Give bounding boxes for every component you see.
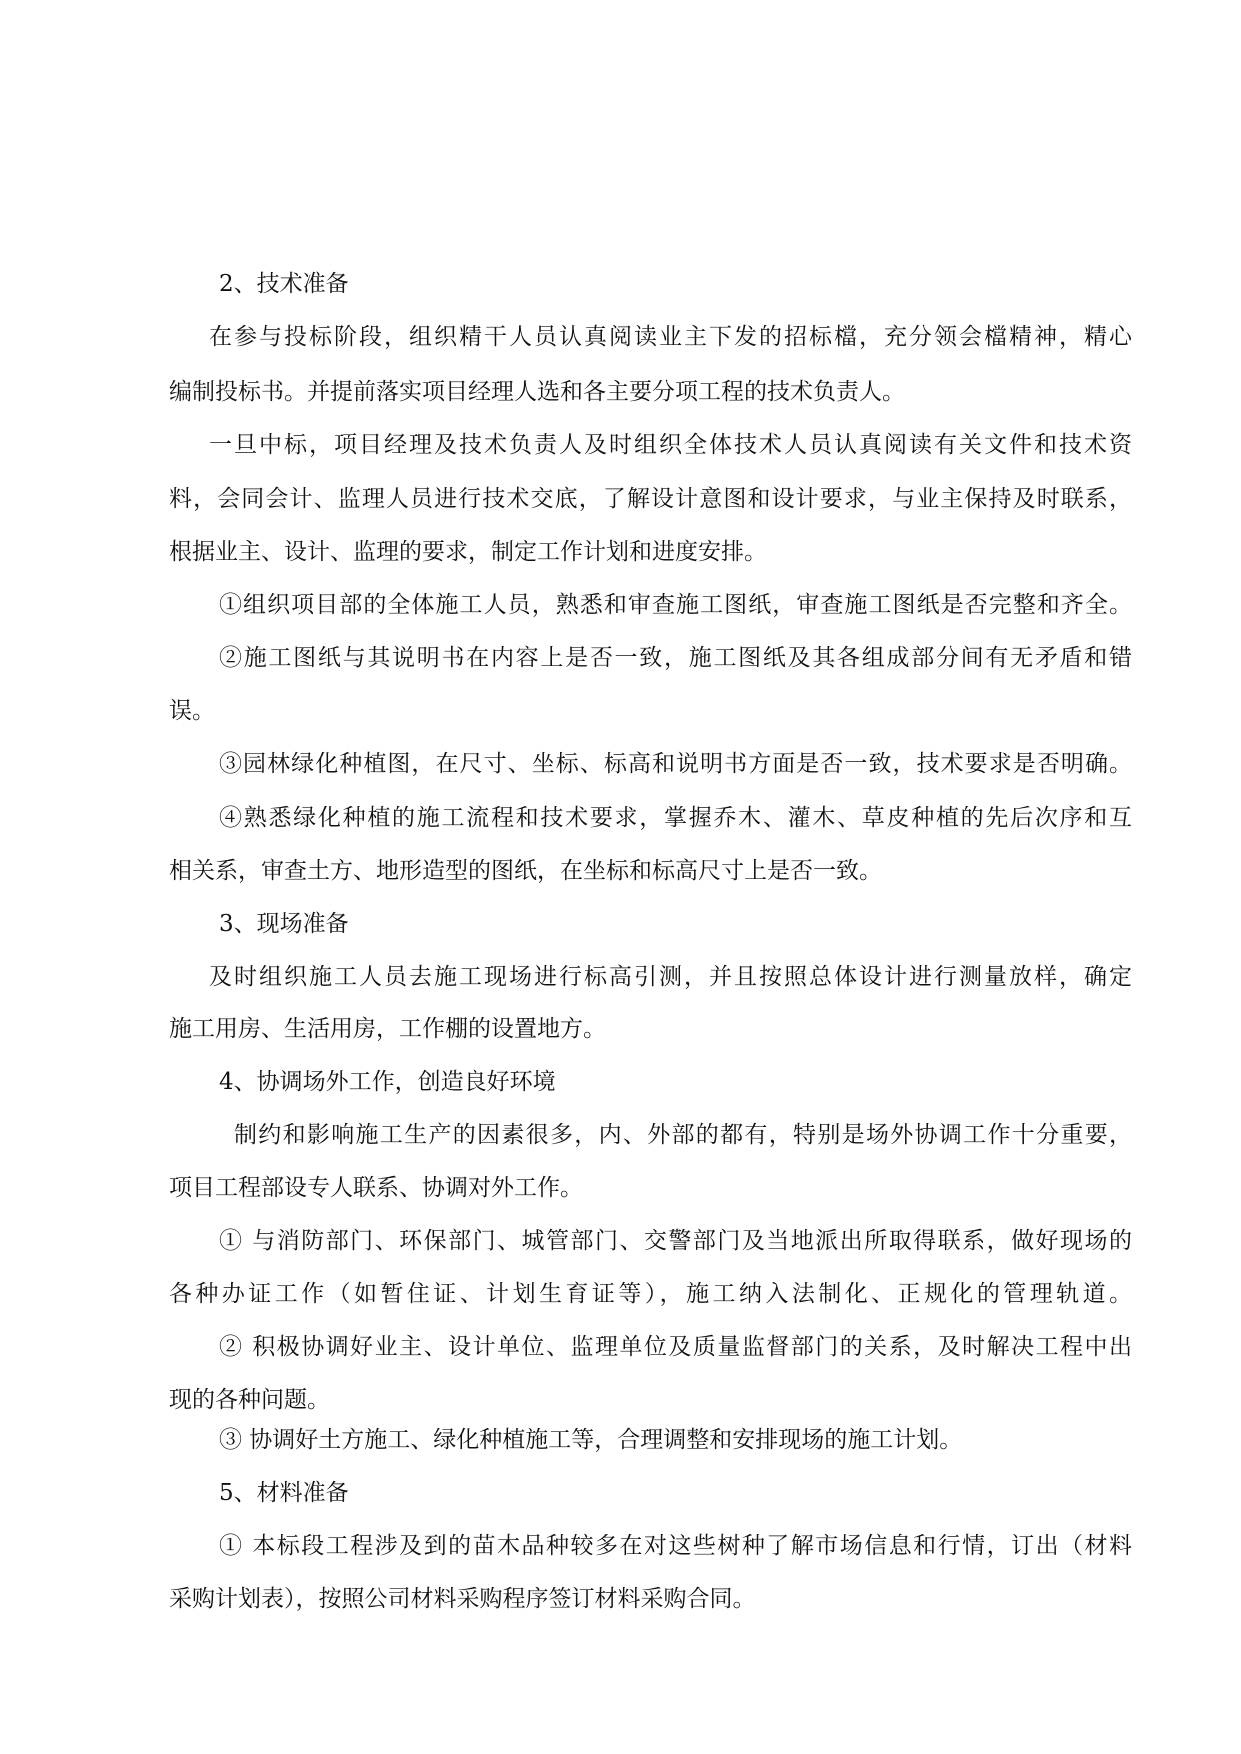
list-item-line: ②施工图纸与其说明书在内容上是否一致，施工图纸及其各组成部分间有无矛盾和错 [219, 645, 1132, 671]
list-item-line: ③园林绿化种植图，在尺寸、坐标、标高和说明书方面是否一致，技术要求是否明确。 [219, 751, 1132, 777]
section-heading: 3、现场准备 [219, 911, 349, 937]
list-item-line: 采购计划表），按照公司材料采购程序签订材料采购合同。 [169, 1586, 756, 1612]
list-item-line: 各种办证工作（如暂住证、计划生育证等），施工纳入法制化、正规化的管理轨道。 [169, 1281, 1132, 1307]
list-item-line: 相关系，审查土方、地形造型的图纸，在坐标和标高尺寸上是否一致。 [169, 858, 882, 884]
list-item-line: ② 积极协调好业主、设计单位、监理单位及质量监督部门的关系，及时解决工程中出 [219, 1334, 1132, 1360]
paragraph-line: 编制投标书。并提前落实项目经理人选和各主要分项工程的技术负责人。 [169, 379, 905, 405]
list-item-line: ①组织项目部的全体施工人员，熟悉和审查施工图纸，审查施工图纸是否完整和齐全。 [219, 592, 1132, 618]
section-heading: 4、协调场外工作，创造良好环境 [219, 1069, 556, 1095]
list-item-line: 现的各种问题。 [169, 1387, 330, 1413]
paragraph-line: 制约和影响施工生产的因素很多，内、外部的都有，特别是场外协调工作十分重要， [234, 1122, 1132, 1148]
paragraph-line: 在参与投标阶段，组织精干人员认真阅读业主下发的招标檔，充分领会檔精神，精心 [209, 324, 1132, 350]
list-item-line: ① 本标段工程涉及到的苗木品种较多在对这些树种了解市场信息和行情，订出（材料 [219, 1533, 1132, 1559]
list-item-line: ③ 协调好土方施工、绿化种植施工等，合理调整和安排现场的施工计划。 [219, 1427, 963, 1453]
section-heading: 5、材料准备 [219, 1480, 349, 1506]
paragraph-line: 项目工程部设专人联系、协调对外工作。 [169, 1175, 583, 1201]
list-item-line: ④熟悉绿化种植的施工流程和技术要求，掌握乔木、灌木、草皮种植的先后次序和互 [219, 805, 1132, 831]
section-heading: 2、技术准备 [219, 271, 349, 297]
paragraph-line: 施工用房、生活用房，工作棚的设置地方。 [169, 1016, 606, 1042]
paragraph-line: 一旦中标，项目经理及技术负责人及时组织全体技术人员认真阅读有关文件和技术资 [209, 432, 1132, 458]
paragraph-line: 根据业主、设计、监理的要求，制定工作计划和进度安排。 [169, 539, 767, 565]
list-item-line: 误。 [169, 698, 215, 724]
paragraph-line: 料，会同会计、监理人员进行技术交底，了解设计意图和设计要求，与业主保持及时联系， [169, 486, 1132, 512]
paragraph-line: 及时组织施工人员去施工现场进行标高引测，并且按照总体设计进行测量放样，确定 [209, 964, 1132, 990]
list-item-line: ① 与消防部门、环保部门、城管部门、交警部门及当地派出所取得联系，做好现场的 [219, 1228, 1132, 1254]
